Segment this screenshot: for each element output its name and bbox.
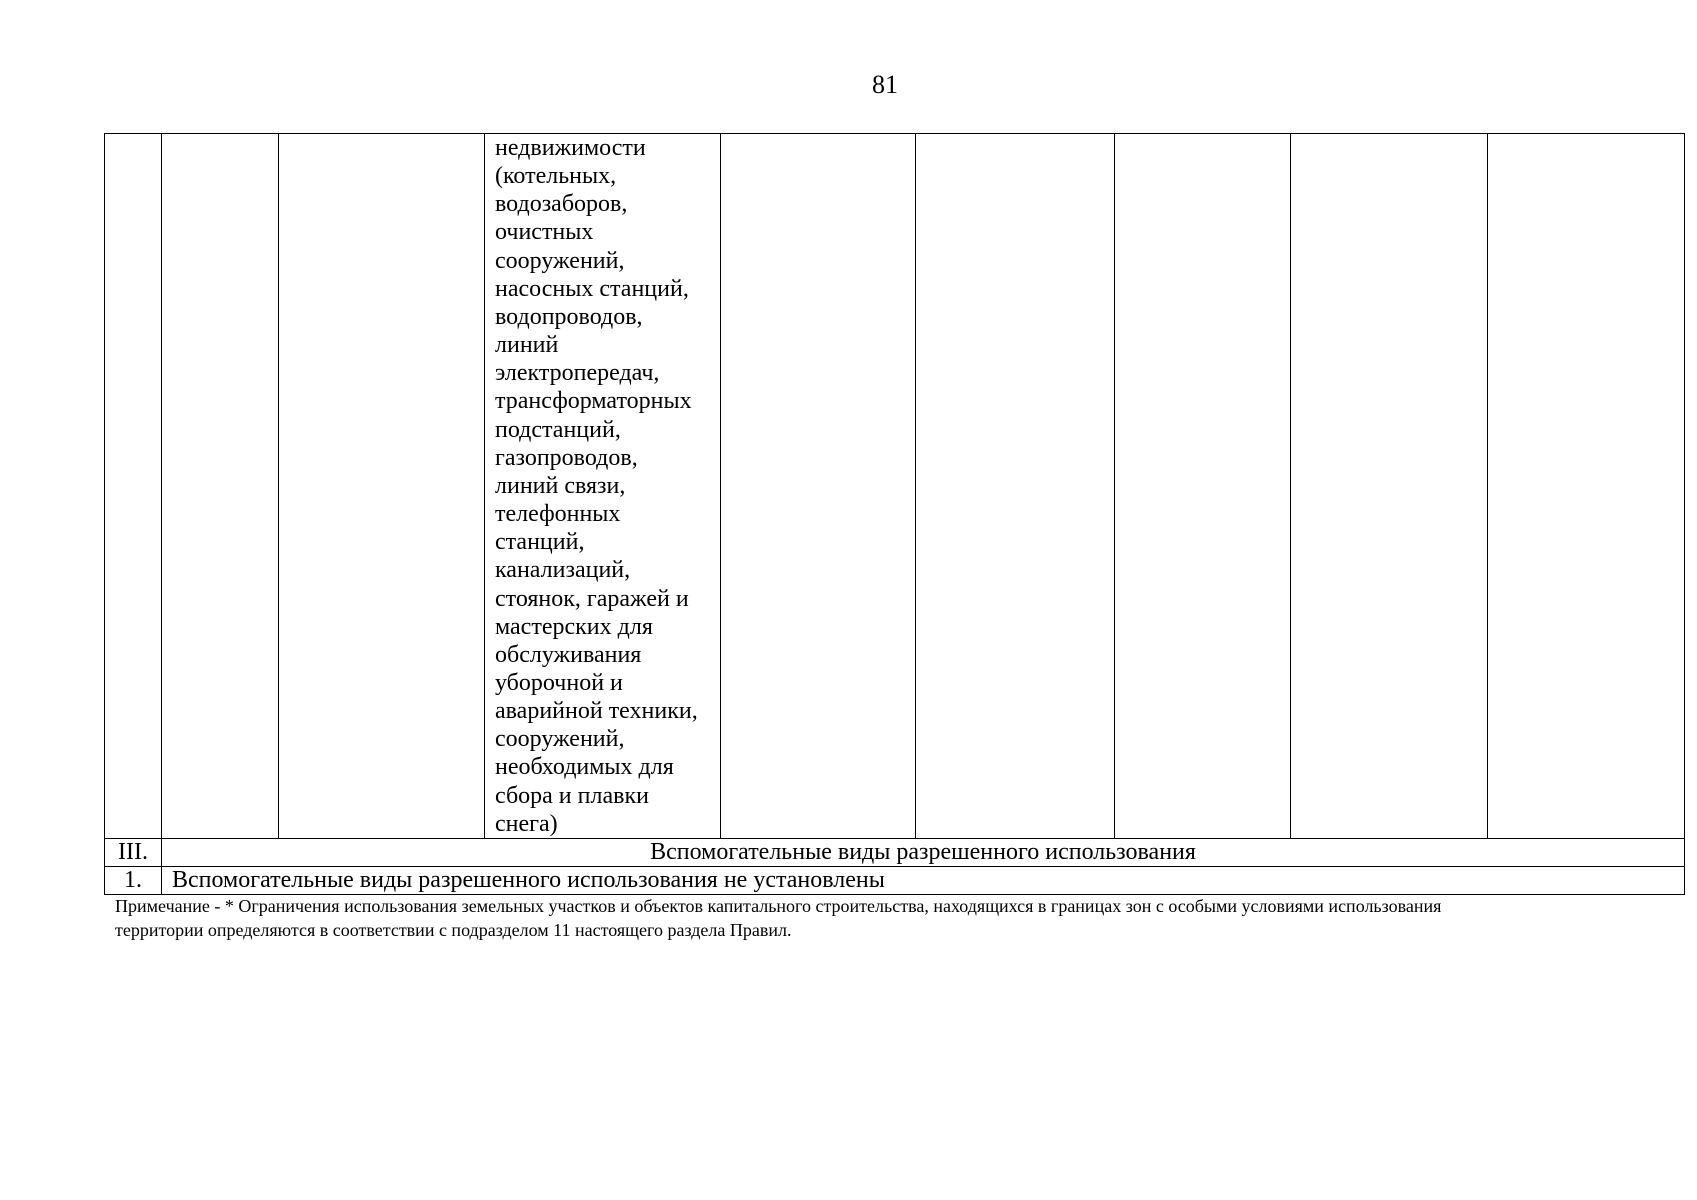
page-number: 81 (872, 70, 898, 99)
table-cell-usage-description (485, 134, 721, 839)
table-cell-empty (162, 134, 279, 839)
table-cell-empty (105, 134, 162, 839)
text-line: насосных станций, (495, 275, 689, 302)
text-line: стоянок, гаражей и (495, 585, 689, 612)
text-line: недвижимости (495, 135, 646, 161)
zoning-table (104, 133, 1685, 895)
text-line: снега) (495, 810, 558, 837)
text-line: сооружений, (495, 247, 625, 274)
text-line: станций, (495, 529, 585, 556)
text-line: газопроводов, (495, 444, 638, 471)
text-line: водопроводов, (495, 303, 643, 330)
footnote-line: территории определяются в соответствии с подразделом 11 настоящего раздела Правил. (115, 920, 792, 940)
text-line: (котельных, (495, 163, 617, 190)
text-line: мастерских для (495, 613, 653, 640)
table-row (105, 866, 1685, 894)
table-cell-empty (1291, 134, 1488, 839)
footnote-line: Примечание - * Ограничения использования земельных участков и объектов капитального строительства, находящихся в границах зон с особыми условиями использования (115, 896, 1442, 916)
table-row (105, 134, 1685, 839)
table-section-row (105, 838, 1685, 866)
item-text: Вспомогательные виды разрешенного использования не установлены (162, 866, 1685, 894)
text-line: канализаций, (495, 557, 631, 584)
text-line: телефонных (495, 501, 621, 528)
text-line: обслуживания (495, 641, 642, 668)
item-number: 1. (105, 866, 162, 894)
table-cell-empty (916, 134, 1115, 839)
text-line: сооружений, (495, 726, 625, 753)
text-line: электропередач, (495, 360, 660, 387)
section-number: III. (105, 838, 162, 866)
text-line: аварийной техники, (495, 698, 698, 725)
text-line: линий (495, 332, 559, 359)
text-line: очистных (495, 219, 594, 246)
section-title: Вспомогательные виды разрешенного использования (162, 838, 1685, 866)
table-cell-empty (1488, 134, 1685, 839)
text-line: сбора и плавки (495, 782, 649, 809)
text-line: необходимых для (495, 754, 674, 781)
footnote (115, 894, 1685, 942)
text-line: уборочной и (495, 669, 623, 696)
text-line: подстанций, (495, 416, 621, 443)
text-line: водозаборов, (495, 191, 628, 218)
table-cell-empty (279, 134, 485, 839)
text-line: трансформаторных (495, 388, 692, 415)
table-cell-empty (721, 134, 916, 839)
text-line: линий связи, (495, 472, 626, 499)
table-cell-empty (1115, 134, 1291, 839)
